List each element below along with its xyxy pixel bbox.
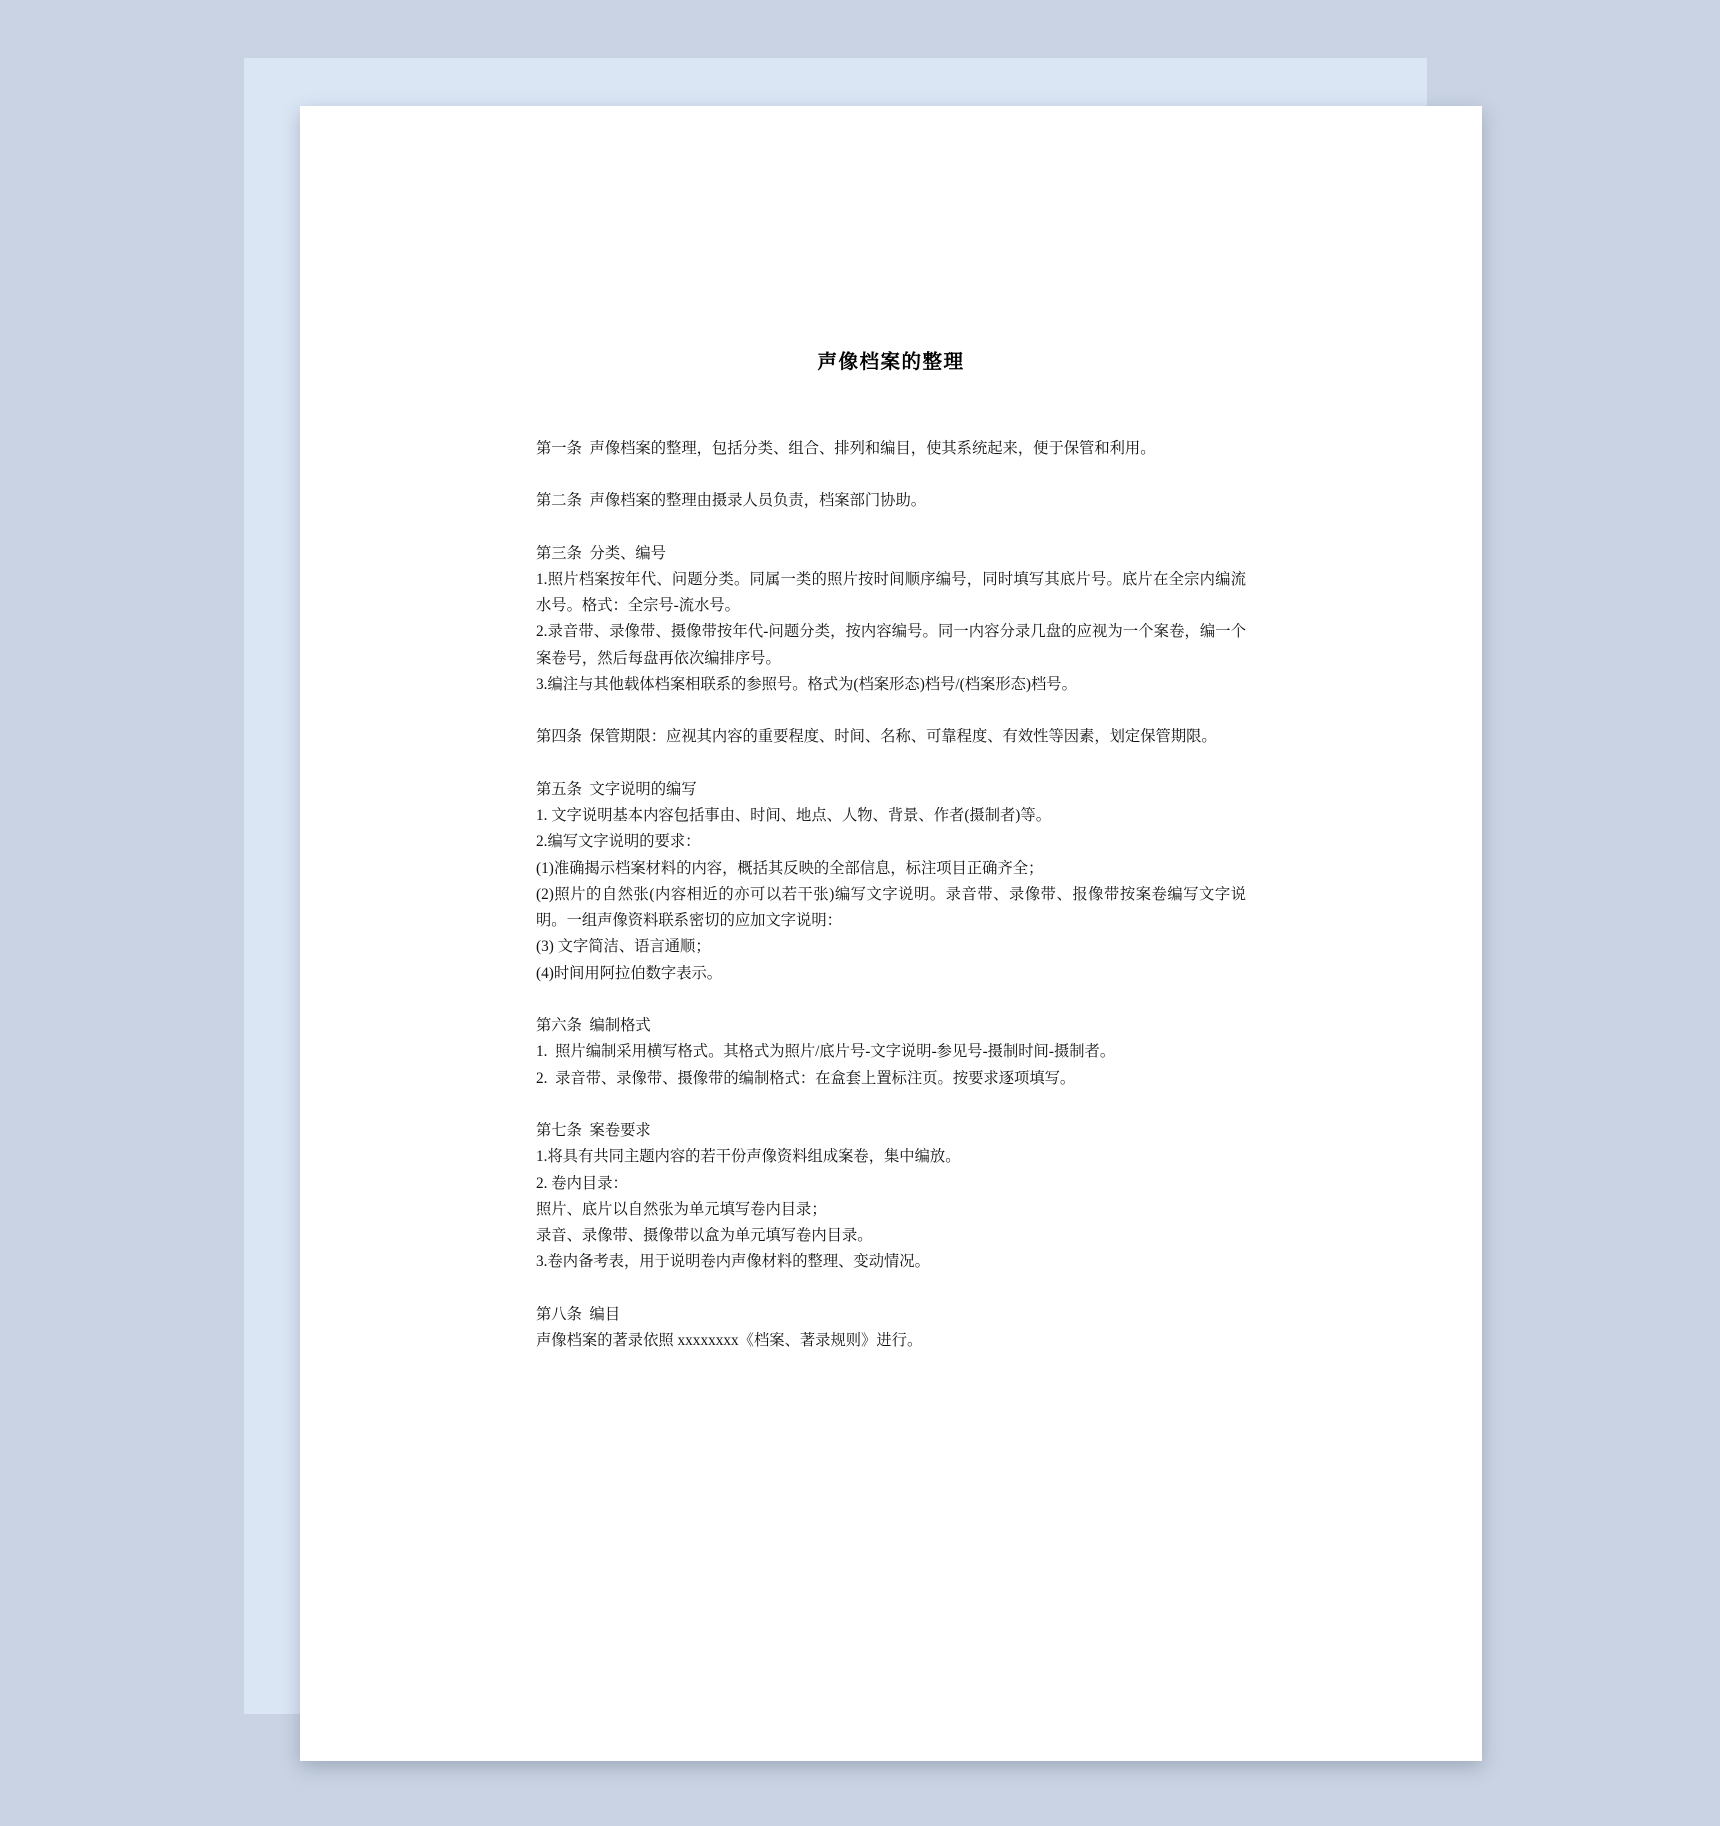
paragraph-line: (3) 文字简洁、语言通顺； (536, 938, 711, 956)
paragraph-block-article-5 (536, 777, 1246, 987)
paragraph-line: (2)照片的自然张(内容相近的亦可以若干张)编写文字说明。录音带、录像带、报像带按案卷编写文字说明。一组声像资料联系密切的应加文字说明： (536, 885, 1246, 930)
paragraph-line: 第一条 声像档案的整理，包括分类、组合、排列和编目，使其系统起来，便于保管和利用。 (536, 440, 1156, 457)
paragraph-line: 3.卷内备考表，用于说明卷内声像材料的整理、变动情况。 (536, 1253, 930, 1271)
document-body (536, 346, 1246, 1380)
paragraph-heading: 第六条 编制格式 (536, 1017, 651, 1035)
paragraph-block-article-7 (536, 1118, 1246, 1276)
paragraph-line: 2.编写文字说明的要求： (536, 833, 701, 851)
paragraph-line: (1)准确揭示档案材料的内容，概括其反映的全部信息，标注项目正确齐全； (536, 859, 1044, 877)
paragraph-block-article-3 (536, 541, 1246, 699)
paragraph-block-article-1 (536, 436, 1246, 462)
paragraph-line: 声像档案的著录依照 xxxxxxxx《档案、著录规则》进行。 (536, 1332, 923, 1350)
paragraph-heading: 第七条 案卷要求 (536, 1121, 651, 1139)
paragraph-block-article-4 (536, 724, 1246, 750)
paragraph-line: 3.编注与其他载体档案相联系的参照号。格式为(档案形态)档号/(档案形态)档号。 (536, 676, 1077, 694)
paragraph-block-article-2 (536, 488, 1246, 514)
paragraph-line: 1.照片档案按年代、问题分类。同属一类的照片按时间顺序编号，同时填写其底片号。底片在全宗内编流水号。格式：全宗号-流水号。 (536, 570, 1246, 615)
page-title: 声像档案的整理 (817, 352, 965, 373)
paragraph-line: 第四条 保管期限：应视其内容的重要程度、时间、名称、可靠程度、有效性等因素，划定保管期限。 (536, 728, 1217, 746)
document-page (300, 106, 1482, 1761)
paragraph-line: 1. 文字说明基本内容包括事由、时间、地点、人物、背景、作者(摄制者)等。 (536, 806, 1051, 824)
paragraph-block-article-8 (536, 1302, 1246, 1355)
paragraph-line: 第二条 声像档案的整理由摄录人员负责，档案部门协助。 (536, 492, 927, 510)
paragraph-line: 1.将具有共同主题内容的若干份声像资料组成案卷，集中编放。 (536, 1148, 961, 1166)
paragraph-block-article-6 (536, 1013, 1246, 1092)
paragraph-line: 2. 卷内目录： (536, 1174, 628, 1192)
paragraph-line: 录音、录像带、摄像带以盒为单元填写卷内目录。 (536, 1227, 873, 1245)
paragraph-heading: 第八条 编目 (536, 1305, 621, 1323)
paragraph-heading: 第五条 文字说明的编写 (536, 780, 697, 798)
paragraph-line: 1. 照片编制采用横写格式。其格式为照片/底片号-文字说明-参见号-摄制时间-摄制者。 (536, 1043, 1116, 1061)
paragraph-heading: 第三条 分类、编号 (536, 544, 667, 562)
paragraph-line: 2. 录音带、录像带、摄像带的编制格式：在盒套上置标注页。按要求逐项填写。 (536, 1069, 1076, 1087)
paragraph-line: 照片、底片以自然张为单元填写卷内目录； (536, 1200, 827, 1218)
paragraph-line: 2.录音带、录像带、摄像带按年代-问题分类，按内容编号。同一内容分录几盘的应视为一个案卷，编一个案卷号，然后每盘再依次编排序号。 (536, 623, 1246, 667)
paragraph-line: (4)时间用阿拉伯数字表示。 (536, 964, 723, 982)
